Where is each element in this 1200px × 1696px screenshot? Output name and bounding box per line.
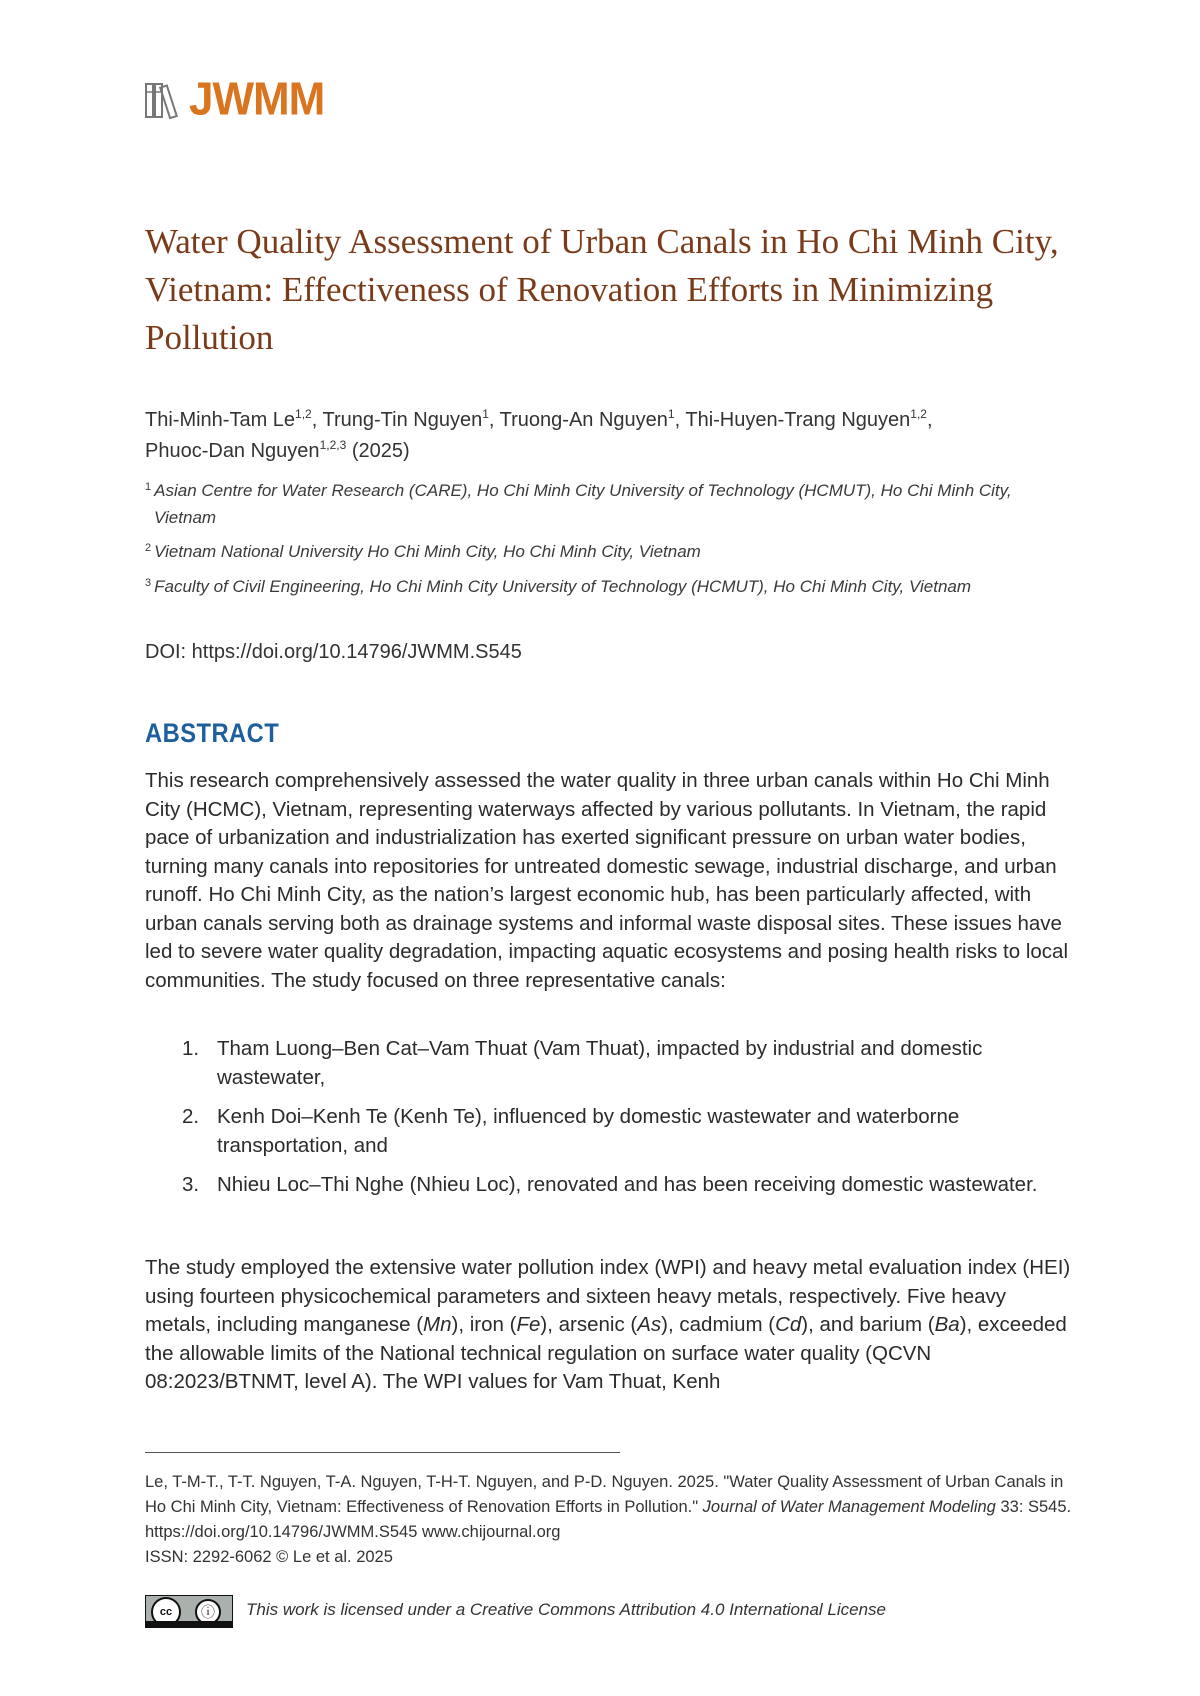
author: Trung-Tin Nguyen$^1$, [322, 407, 500, 431]
cc-icon: cc [151, 1597, 181, 1627]
affiliation: $^3$ Faculty of Civil Engineering, Ho Chi Minh City University of Technology (HCMUT), Ho Chi Minh City, Vietnam [145, 577, 972, 596]
paper-title: Water Quality Assessment of Urban Canals in Ho Chi Minh City, Vietnam: Effectiveness of Renovation Efforts in Minimizing Pollution [145, 222, 1059, 357]
list-item: 3. Nhieu Loc–Thi Nghe (Nhieu Loc), renovated and has been receiving domestic wastewater. [182, 1173, 1038, 1196]
license-text[interactable]: This work is licensed under a Creative Commons Attribution 4.0 International License [246, 1600, 887, 1619]
author: Thi-Huyen-Trang Nguyen$^{1,2}$, [685, 407, 933, 431]
doi-link[interactable]: DOI: https://doi.org/10.14796/JWMM.S545 [145, 641, 522, 663]
citation-footnote: Le, T-M-T., T-T. Nguyen, T-A. Nguyen, T-H-T. Nguyen, and P-D. Nguyen. 2025. "Water Quality Assessment of Urban Canals in Ho Chi Minh City, Vietnam: Effectiveness of Renovation Efforts in Pollution." Journal of Water Management Modeling 33: S545. https://doi.org/10.14796/JWMM.S545 www.chijournal.org ISSN: 2292-6062 © Le et al. 2025 [145, 1473, 1072, 1566]
journal-logo [145, 73, 325, 126]
author: Phuoc-Dan Nguyen$^{1,2,3}$ [145, 438, 347, 462]
books-icon [145, 80, 183, 120]
logo-text: JWMM [189, 73, 325, 126]
author-list [145, 405, 1085, 467]
author: Thi-Minh-Tam Le$^{1,2}$, [145, 407, 323, 431]
abstract-paragraph: The study employed the extensive water pollution index (WPI) and heavy metal evaluation index (HEI) using fourteen physicochemical parameters and sixteen heavy metals, respectively. Five heavy metals, including manganese (Mn), iron (Fe), arsenic (As), cadmium (Cd), and barium (Ba), exceeded the allowable limits of the National technical regulation on surface water quality (QCVN 08:2023/BTNMT, level A). The WPI values for Vam Thuat, Kenh [145, 1256, 1071, 1393]
citation-link[interactable]: 33: S545. https://doi.org/10.14796/JWMM.S545 www.chijournal.org [145, 1498, 1072, 1541]
abstract-heading: ABSTRACT [145, 718, 280, 748]
list-item: 2. Kenh Doi–Kenh Te (Kenh Te), influenced by domestic wastewater and waterborne transportation, and [182, 1105, 960, 1157]
list-item: 1. Tham Luong–Ben Cat–Vam Thuat (Vam Thuat), impacted by industrial and domestic wastewater, [182, 1037, 983, 1089]
abstract-paragraph: This research comprehensively assessed the water quality in three urban canals within Ho Chi Minh City (HCMC), Vietnam, representing waterways affected by various pollutants. In Vietnam, the rapid pace of urbanization and industrialization has exerted significant pressure on urban water bodies, turning many canals into repositories for untreated domestic sewage, industrial discharge, and urban runoff. Ho Chi Minh City, as the nation’s largest economic hub, has been particularly affected, with urban canals serving both as drainage systems and informal waste disposal sites. These issues have led to severe water quality degradation, impacting aquatic ecosystems and posing health risks to local communities. The study focused on three representative canals: [145, 769, 1069, 992]
author: Truong-An Nguyen$^1$, [499, 407, 686, 431]
affiliation: $^2$ Vietnam National University Ho Chi Minh City, Ho Chi Minh City, Vietnam [145, 542, 701, 561]
affiliation: $^1$ Asian Centre for Water Research (CARE), Ho Chi Minh City University of Technology (HCMUT), Ho Chi Minh City, Vietnam [145, 481, 1012, 527]
attribution-icon: ⓘ [195, 1599, 221, 1625]
footnote-rule [145, 1452, 620, 1453]
publication-year: (2025) [351, 440, 410, 462]
canal-list [145, 1035, 1075, 1211]
cc-by-badge[interactable] [145, 1595, 233, 1628]
